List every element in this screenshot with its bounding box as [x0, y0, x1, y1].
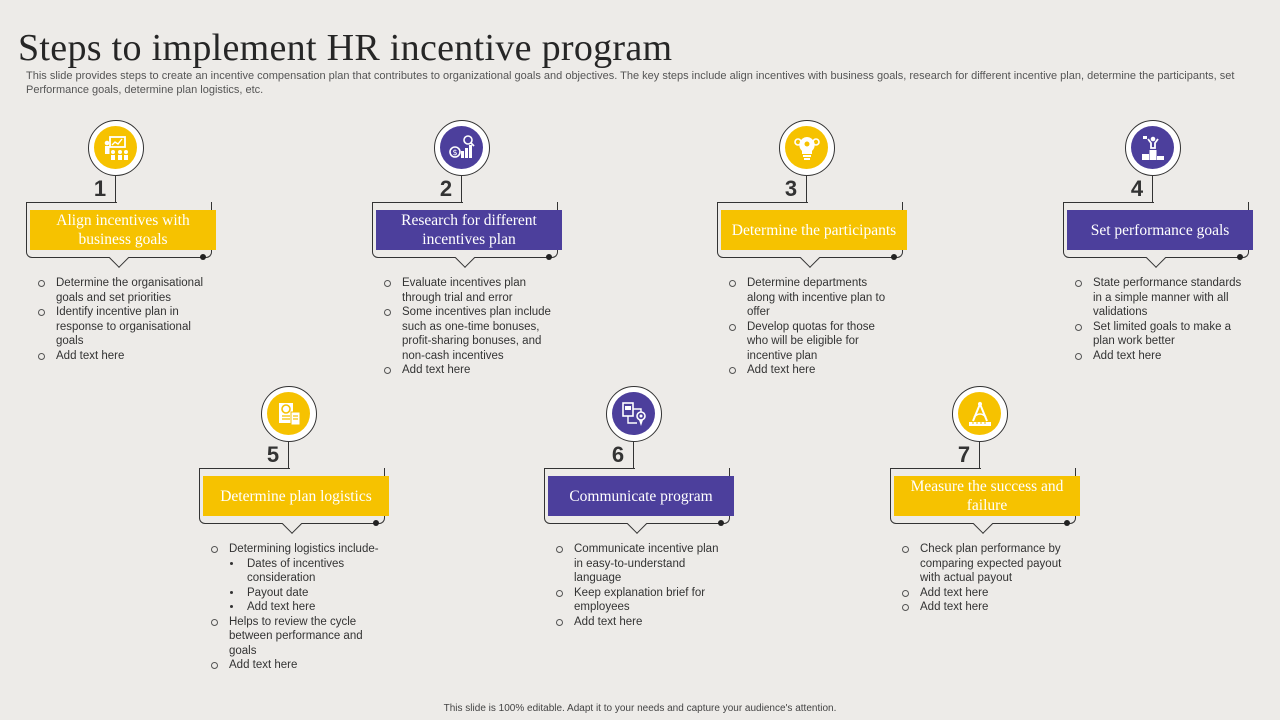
list-item: Communicate incentive plan in easy-to-understand language: [556, 542, 724, 586]
step-number: 4: [1130, 176, 1144, 201]
communication-icon: [619, 399, 649, 429]
step-number: 1: [93, 176, 107, 201]
list-item: Add text here: [1075, 349, 1243, 364]
step-label: Communicate program: [548, 476, 734, 516]
footer-note: This slide is 100% editable. Adapt it to your needs and capture your audience's attention.: [443, 703, 837, 714]
presentation-icon: [101, 133, 131, 163]
list-item: Add text here: [384, 363, 552, 378]
list-subitem: Dates of incentives consideration: [211, 557, 379, 586]
step-1: [26, 120, 256, 410]
step-label: Measure the success and failure: [894, 476, 1080, 516]
step-2: [372, 120, 602, 410]
step-6: [544, 386, 774, 676]
list-item: Some incentives plan include such as one-time bonuses, profit-sharing bonuses, and non-cash incentives: [384, 305, 552, 363]
list-item: Add text here: [38, 349, 206, 364]
step-number: 3: [784, 176, 798, 201]
step-bullets: [729, 276, 897, 378]
measure-compass-icon: [965, 399, 995, 429]
document-chart-icon: [274, 399, 304, 429]
growth-research-icon: [447, 133, 477, 163]
step-icon-circle: [779, 120, 835, 176]
list-item: Add text here: [556, 615, 724, 630]
list-subitem: Payout date: [211, 586, 379, 601]
list-item: Add text here: [729, 363, 897, 378]
step-number: 5: [266, 442, 280, 467]
step-label: Research for different incentives plan: [376, 210, 562, 250]
step-icon-circle: [606, 386, 662, 442]
step-label: Determine the participants: [721, 210, 907, 250]
step-icon-circle: [88, 120, 144, 176]
list-item: Check plan performance by comparing expected payout with actual payout: [902, 542, 1070, 586]
list-item: Determining logistics include-: [211, 542, 379, 557]
list-item: Add text here: [902, 586, 1070, 601]
step-bullets: [556, 542, 724, 629]
page-title: Steps to implement HR incentive program: [18, 27, 673, 69]
step-icon-circle: [1125, 120, 1181, 176]
step-label: Set performance goals: [1067, 210, 1253, 250]
list-item: Add text here: [902, 600, 1070, 615]
list-item: Identify incentive plan in response to organisational goals: [38, 305, 206, 349]
step-number: 2: [439, 176, 453, 201]
step-bullets: [211, 542, 379, 673]
step-label: Align incentives with business goals: [30, 210, 216, 250]
list-item: Helps to review the cycle between performance and goals: [211, 615, 379, 659]
list-item: Add text here: [211, 658, 379, 673]
list-item: Determine departments along with incentive plan to offer: [729, 276, 897, 320]
step-icon-circle: [952, 386, 1008, 442]
list-item: Evaluate incentives plan through trial and error: [384, 276, 552, 305]
step-number: 6: [611, 442, 625, 467]
step-bullets: [38, 276, 206, 363]
step-icon-circle: [434, 120, 490, 176]
list-item: State performance standards in a simple manner with all validations: [1075, 276, 1243, 320]
list-subitem: Add text here: [211, 600, 379, 615]
idea-gears-icon: [792, 133, 822, 163]
list-item: Determine the organisational goals and set priorities: [38, 276, 206, 305]
page-subtitle: This slide provides steps to create an incentive compensation plan that contributes to organizational goals and objectives. The key steps include align incentives with business goals, research for different incentive plan, determine the participants, set Performance goals, determine plan logistics, etc.: [26, 70, 1235, 96]
step-icon-circle: [261, 386, 317, 442]
svg-text:$: $: [451, 147, 458, 157]
step-bullets: [384, 276, 552, 378]
step-4: [1063, 120, 1280, 410]
step-label: Determine plan logistics: [203, 476, 389, 516]
list-item: Keep explanation brief for employees: [556, 586, 724, 615]
podium-icon: [1138, 133, 1168, 163]
step-bullets: [902, 542, 1070, 615]
step-3: [717, 120, 947, 410]
list-item: Develop quotas for those who will be eligible for incentive plan: [729, 320, 897, 364]
list-item: Set limited goals to make a plan work better: [1075, 320, 1243, 349]
step-7: [890, 386, 1120, 676]
step-number: 7: [957, 442, 971, 467]
step-5: [199, 386, 429, 676]
step-bullets: [1075, 276, 1243, 363]
